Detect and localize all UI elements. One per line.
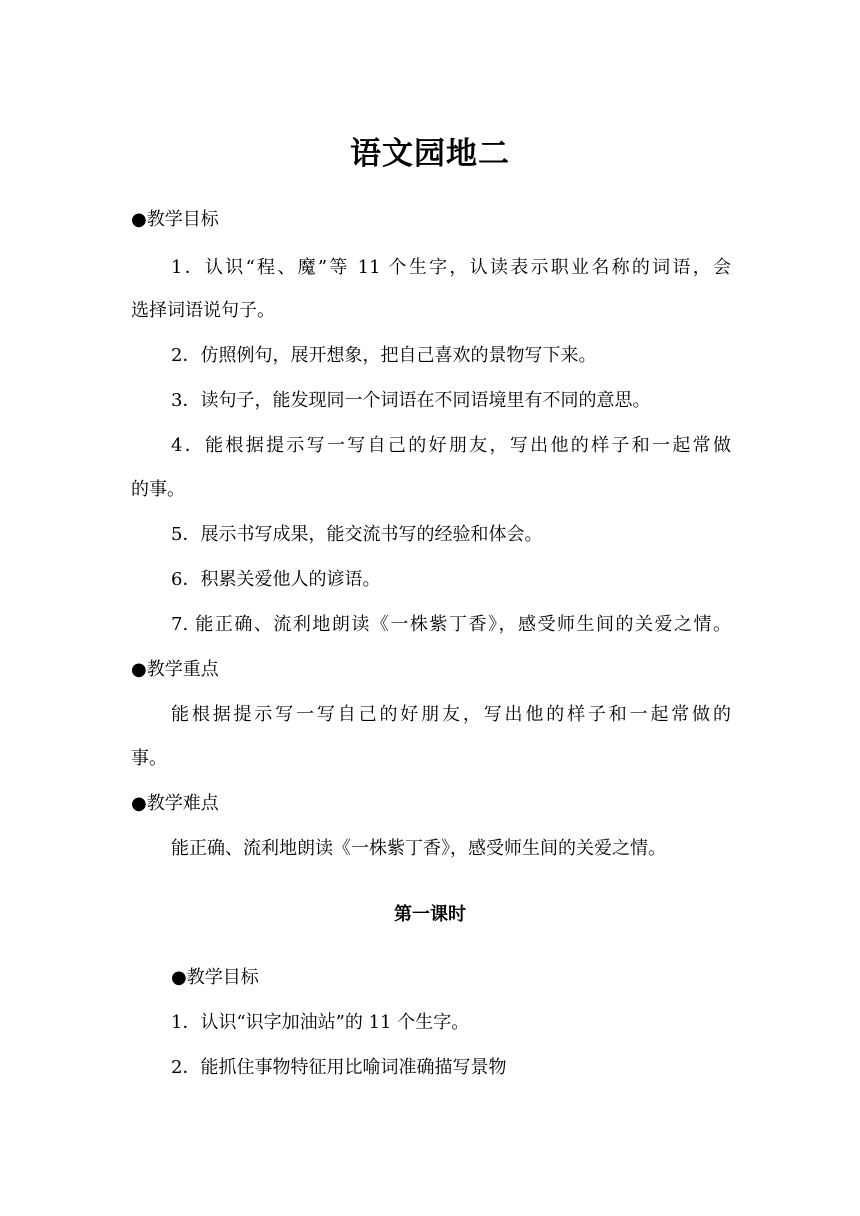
- key-points-line-2: 事。: [131, 748, 167, 769]
- goal-item-5: 5．展示书写成果，能交流书写的经验和体会。: [171, 524, 543, 545]
- goal-item-4-line-2: 的事。: [131, 479, 185, 500]
- goal-item-2: 2．仿照例句，展开想象，把自己喜欢的景物写下来。: [171, 345, 597, 366]
- key-points-line-1: 能根据提示写一写自己的好朋友，写出他的样子和一起常做的: [171, 704, 731, 725]
- goal-item-6: 6．积累关爱他人的谚语。: [171, 569, 381, 590]
- goal-item-1-line-2: 选择词语说句子。: [131, 300, 275, 321]
- goal-item-3: 3．读句子，能发现同一个词语在不同语境里有不同的意思。: [171, 390, 651, 411]
- goal-item-4-line-1: 4．能根据提示写一写自己的好朋友，写出他的样子和一起常做: [171, 435, 731, 456]
- lesson-title: 第一课时: [394, 904, 466, 925]
- section-heading-key-points: ●教学重点: [131, 659, 219, 680]
- lesson-goal-item-1: 1．认识“识字加油站”的 11 个生字。: [171, 1012, 470, 1033]
- section-heading-goals: ●教学目标: [131, 209, 219, 230]
- difficulties-line-1: 能正确、流利地朗读《一株紫丁香》，感受师生间的关爱之情。: [171, 838, 666, 859]
- goal-item-7: 7. 能正确、流利地朗读《一株紫丁香》，感受师生间的关爱之情。: [171, 614, 731, 635]
- section-heading-difficulties: ●教学难点: [131, 793, 219, 814]
- lesson-heading-goals: ●教学目标: [171, 967, 259, 988]
- document-title: 语文园地二: [350, 136, 510, 172]
- goal-item-1-line-1: 1．认识“程、魔”等 11 个生字，认读表示职业名称的词语，会: [171, 257, 731, 278]
- lesson-goal-item-2: 2．能抓住事物特征用比喻词准确描写景物: [171, 1057, 507, 1078]
